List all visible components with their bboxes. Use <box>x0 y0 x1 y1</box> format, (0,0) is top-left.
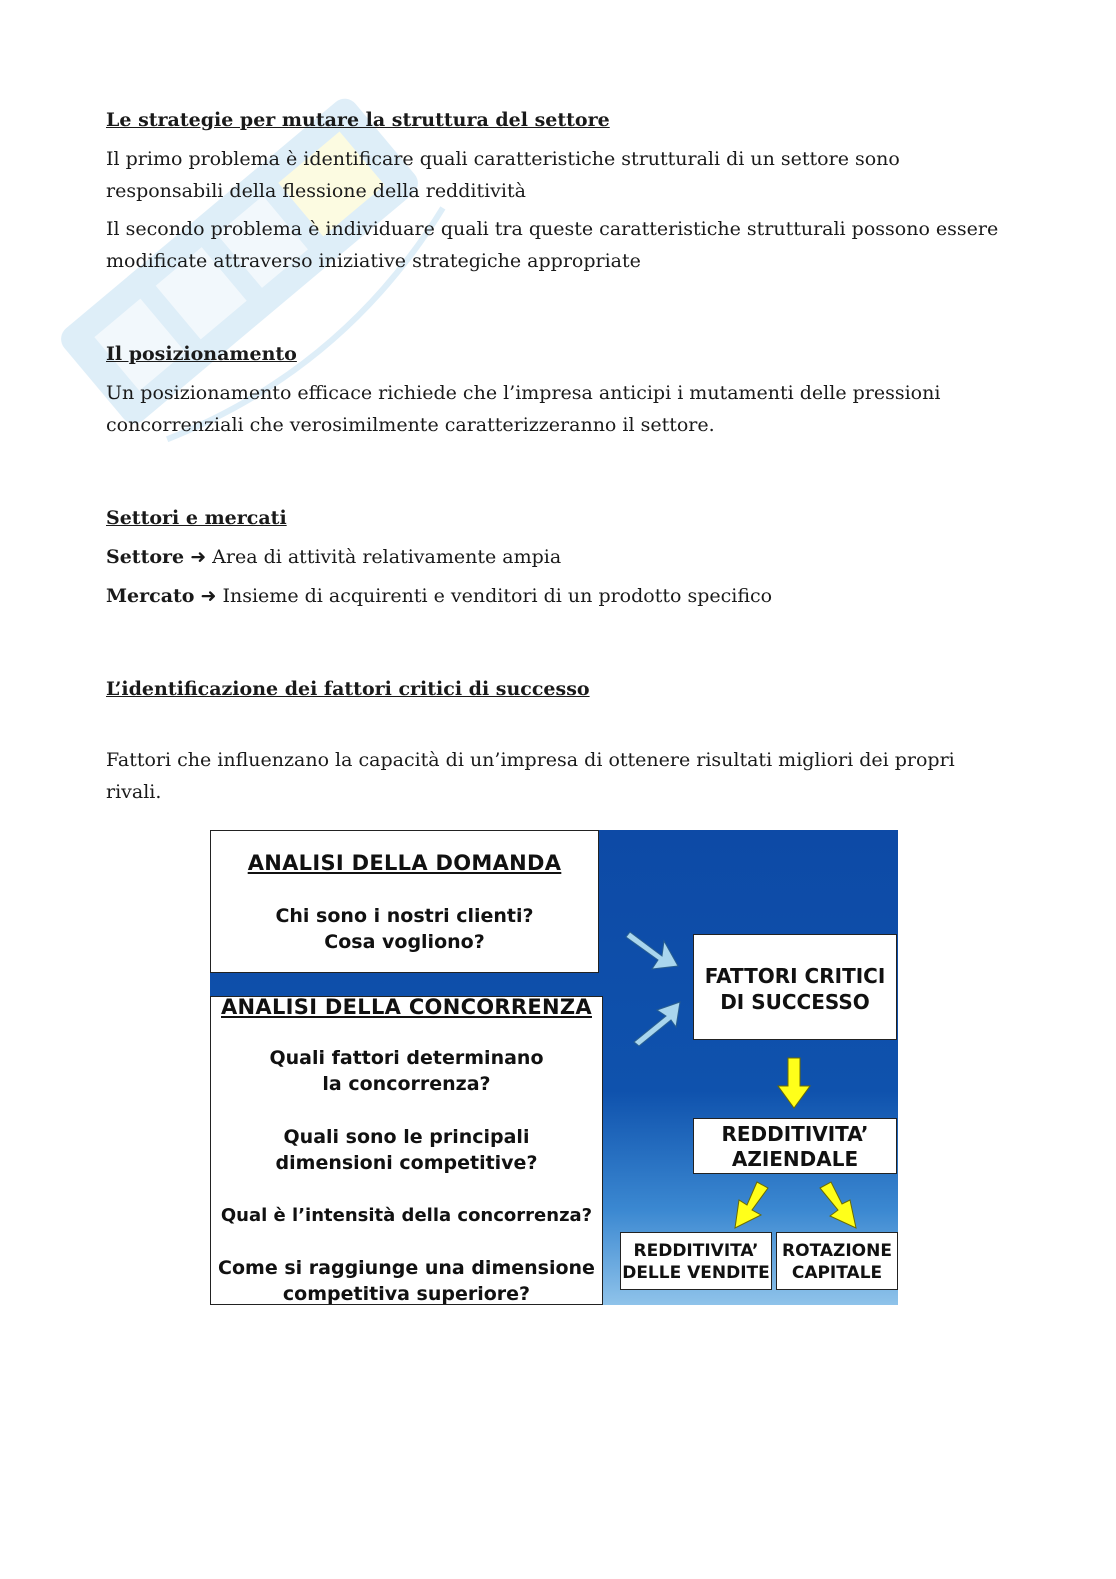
section-heading-strategie: Le strategie per mutare la struttura del settore <box>106 109 610 131</box>
yellow-arrow-down-left-icon <box>735 1182 768 1228</box>
definition-text-settore: Area di attività relativamente ampia <box>212 546 562 568</box>
paragraph-posizionamento: Un posizionamento efficace richiede che l’impresa anticipi i mutamenti delle pressioni concorrenziali che verosimilmente caratterizzeranno il settore. <box>106 382 941 436</box>
yellow-arrow-down-right-icon <box>820 1182 856 1228</box>
competition-title: ANALISI DELLA CONCORRENZA <box>221 995 592 1019</box>
redditivita-line-1: REDDITIVITA’ <box>721 1122 869 1146</box>
diagram-arrows <box>210 830 898 1305</box>
redditivita-line-2: AZIENDALE <box>731 1147 859 1171</box>
section-heading-settori-mercati: Settori e mercati <box>106 507 287 529</box>
section-heading-fattori-critici: L’identificazione dei fattori critici di successo <box>106 678 590 700</box>
yellow-arrow-down-icon <box>778 1058 810 1108</box>
vendite-line-2: DELLE VENDITE <box>622 1263 770 1283</box>
term-settore: Settore <box>106 546 185 568</box>
demand-title: ANALISI DELLA DOMANDA <box>247 851 562 875</box>
fcs-line-1: FATTORI CRITICI <box>704 964 886 988</box>
fcs-line-2: DI SUCCESSO <box>720 990 870 1014</box>
right-arrow-icon: ➜ <box>200 585 217 607</box>
competition-question-1b: la concorrenza? <box>322 1073 491 1095</box>
competition-question-2a: Quali sono le principali <box>283 1126 530 1148</box>
capitale-line-1: ROTAZIONE <box>782 1241 892 1261</box>
section-heading-posizionamento: Il posizionamento <box>106 343 297 365</box>
light-arrow-down-right-icon <box>626 932 678 969</box>
definition-settore <box>106 541 1006 573</box>
right-arrow-icon: ➜ <box>190 546 207 568</box>
fcs-diagram <box>210 830 898 1305</box>
paragraph-secondo-problema: Il secondo problema è individuare quali tra queste caratteristiche strutturali possono essere modificate attraverso iniziative strategiche appropriate <box>106 218 999 272</box>
capitale-line-2: CAPITALE <box>791 1263 883 1283</box>
light-arrow-up-right-icon <box>634 1002 680 1046</box>
term-mercato: Mercato <box>106 585 195 607</box>
competition-question-4a: Come si raggiunge una dimensione <box>218 1257 595 1279</box>
paragraph-primo-problema: Il primo problema è identificare quali caratteristiche strutturali di un settore sono responsabili della flessione della redditività <box>106 148 900 202</box>
competition-question-2b: dimensioni competitive? <box>275 1152 538 1174</box>
definition-text-mercato: Insieme di acquirenti e venditori di un prodotto specifico <box>222 585 773 607</box>
competition-question-3: Qual è l’intensità della concorrenza? <box>220 1205 593 1226</box>
competition-question-1a: Quali fattori determinano <box>269 1047 544 1069</box>
vendite-line-1: REDDITIVITA’ <box>633 1241 759 1261</box>
definition-mercato <box>106 580 1006 612</box>
demand-question-1: Chi sono i nostri clienti? <box>275 905 534 927</box>
competition-question-4b: competitiva superiore? <box>282 1283 531 1305</box>
paragraph-fattori: Fattori che influenzano la capacità di un’impresa di ottenere risultati migliori dei propri rivali. <box>106 749 955 803</box>
demand-question-2: Cosa vogliono? <box>324 931 485 953</box>
